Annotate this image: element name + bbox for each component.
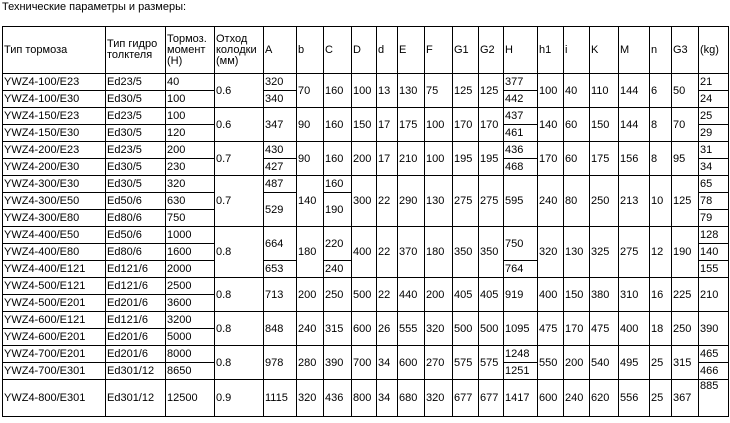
cell-m: 144 — [619, 108, 650, 142]
cell-shoe-retreat: 0.7 — [215, 142, 264, 176]
cell-torque: 5000 — [166, 329, 215, 346]
cell-e: 290 — [398, 176, 425, 227]
cell-c: 240 — [324, 261, 352, 278]
cell-pusher: Ed30/5 — [106, 91, 166, 108]
header-cell: (kg) — [699, 27, 729, 74]
cell-shoe-retreat: 0.9 — [215, 380, 264, 417]
cell-torque: 230 — [166, 159, 215, 176]
cell-model: YWZ4-600/E201 — [3, 329, 106, 346]
table-row — [3, 380, 729, 417]
cell-g2: 275 — [479, 176, 504, 227]
cell-k: 475 — [590, 312, 619, 346]
cell-torque: 8650 — [166, 363, 215, 380]
cell-kg: 466 — [699, 363, 729, 380]
cell-kg: 210 — [699, 278, 729, 312]
table-row — [3, 176, 729, 193]
cell-c: 160 — [324, 108, 352, 142]
cell-f: 320 — [425, 312, 453, 346]
cell-kg: 29 — [699, 125, 729, 142]
cell-kg: 65 — [699, 176, 729, 193]
cell-d-lower: 13 — [377, 74, 398, 108]
cell-pusher: Ed23/5 — [106, 142, 166, 159]
cell-a: 529 — [264, 193, 297, 227]
cell-g3: 315 — [672, 346, 699, 380]
cell-d-upper: 700 — [352, 346, 377, 380]
cell-pusher: Ed80/6 — [106, 244, 166, 261]
cell-f: 100 — [425, 108, 453, 142]
cell-m: 556 — [619, 380, 650, 417]
cell-pusher: Ed30/5 — [106, 159, 166, 176]
cell-torque: 630 — [166, 193, 215, 210]
cell-a: 340 — [264, 91, 297, 108]
cell-h: 1251 — [504, 363, 538, 380]
spec-table — [2, 26, 729, 417]
cell-model: YWZ4-500/E121 — [3, 278, 106, 295]
cell-d-upper: 600 — [352, 312, 377, 346]
cell-torque: 3600 — [166, 295, 215, 312]
cell-b: 200 — [297, 278, 324, 312]
cell-kg: 465 — [699, 346, 729, 363]
cell-torque: 2000 — [166, 261, 215, 278]
cell-torque: 320 — [166, 176, 215, 193]
header-cell: G2 — [479, 27, 504, 74]
cell-pusher: Ed121/6 — [106, 278, 166, 295]
cell-a: 487 — [264, 176, 297, 193]
cell-h: 442 — [504, 91, 538, 108]
cell-shoe-retreat: 0.8 — [215, 227, 264, 278]
cell-i: 200 — [564, 346, 590, 380]
cell-n: 25 — [650, 380, 672, 417]
cell-pusher: Ed201/6 — [106, 295, 166, 312]
cell-i: 60 — [564, 108, 590, 142]
cell-c: 436 — [324, 380, 352, 417]
cell-pusher: Ed301/12 — [106, 380, 166, 417]
cell-k: 110 — [590, 74, 619, 108]
header-cell: A — [264, 27, 297, 74]
cell-k: 250 — [590, 176, 619, 227]
header-cell: D — [352, 27, 377, 74]
cell-kg: 390 — [699, 312, 729, 346]
cell-e: 130 — [398, 74, 425, 108]
cell-m: 144 — [619, 74, 650, 108]
cell-b: 320 — [297, 380, 324, 417]
cell-n: 12 — [650, 227, 672, 278]
table-row — [3, 108, 729, 125]
cell-i: 150 — [564, 278, 590, 312]
header-cell: b — [297, 27, 324, 74]
cell-pusher: Ed50/6 — [106, 193, 166, 210]
cell-b: 70 — [297, 74, 324, 108]
cell-model: YWZ4-400/E50 — [3, 227, 106, 244]
cell-d-upper: 150 — [352, 108, 377, 142]
cell-torque: 2500 — [166, 278, 215, 295]
table-row — [3, 74, 729, 91]
cell-h: 1417 — [504, 380, 538, 417]
cell-g3: 70 — [672, 108, 699, 142]
cell-n: 25 — [650, 346, 672, 380]
cell-f: 320 — [425, 380, 453, 417]
cell-c: 160 — [324, 142, 352, 176]
cell-g3: 125 — [672, 176, 699, 227]
cell-kg: 25 — [699, 108, 729, 125]
cell-k: 380 — [590, 278, 619, 312]
cell-kg: 155 — [699, 261, 729, 278]
cell-h1: 400 — [538, 278, 564, 312]
table-row — [3, 142, 729, 159]
header-cell: E — [398, 27, 425, 74]
cell-shoe-retreat: 0.8 — [215, 278, 264, 312]
cell-pusher: Ed201/6 — [106, 329, 166, 346]
cell-k: 540 — [590, 346, 619, 380]
cell-c: 390 — [324, 346, 352, 380]
cell-h: 595 — [504, 176, 538, 227]
cell-m: 310 — [619, 278, 650, 312]
cell-shoe-retreat: 0.6 — [215, 74, 264, 108]
cell-model: YWZ4-100/E23 — [3, 74, 106, 91]
cell-e: 555 — [398, 312, 425, 346]
cell-d-upper: 400 — [352, 227, 377, 278]
cell-h1: 140 — [538, 108, 564, 142]
cell-model: YWZ4-200/E23 — [3, 142, 106, 159]
cell-h1: 475 — [538, 312, 564, 346]
cell-pusher: Ed121/6 — [106, 261, 166, 278]
cell-b: 180 — [297, 227, 324, 278]
cell-kg: 21 — [699, 74, 729, 91]
cell-k: 620 — [590, 380, 619, 417]
cell-g3: 367 — [672, 380, 699, 417]
cell-shoe-retreat: 0.8 — [215, 312, 264, 346]
cell-h1: 170 — [538, 142, 564, 176]
cell-i: 80 — [564, 176, 590, 227]
cell-kg: 24 — [699, 91, 729, 108]
cell-b: 240 — [297, 312, 324, 346]
cell-h: 437 — [504, 108, 538, 125]
cell-model: YWZ4-700/E201 — [3, 346, 106, 363]
cell-e: 680 — [398, 380, 425, 417]
cell-c: 190 — [324, 193, 352, 227]
cell-pusher: Ed23/5 — [106, 108, 166, 125]
table-row — [3, 346, 729, 363]
table-row — [3, 312, 729, 329]
cell-c: 250 — [324, 278, 352, 312]
header-cell: Тип гидро толктеля — [106, 27, 166, 74]
cell-a: 320 — [264, 74, 297, 91]
cell-a: 1115 — [264, 380, 297, 417]
cell-d-lower: 22 — [377, 227, 398, 278]
header-cell: n — [650, 27, 672, 74]
cell-model: YWZ4-100/E30 — [3, 91, 106, 108]
cell-h: 377 — [504, 74, 538, 91]
cell-n: 8 — [650, 108, 672, 142]
cell-g1: 275 — [453, 176, 479, 227]
cell-kg: 885 — [699, 380, 729, 417]
cell-b: 90 — [297, 142, 324, 176]
cell-kg: 79 — [699, 210, 729, 227]
cell-e: 175 — [398, 108, 425, 142]
cell-d-lower: 26 — [377, 312, 398, 346]
header-cell: K — [590, 27, 619, 74]
cell-d-upper: 300 — [352, 176, 377, 227]
cell-n: 10 — [650, 176, 672, 227]
cell-model: YWZ4-150/E23 — [3, 108, 106, 125]
cell-f: 100 — [425, 142, 453, 176]
cell-h1: 240 — [538, 176, 564, 227]
cell-h: 1095 — [504, 312, 538, 346]
cell-pusher: Ed23/5 — [106, 74, 166, 91]
cell-torque: 8000 — [166, 346, 215, 363]
cell-model: YWZ4-600/E121 — [3, 312, 106, 329]
cell-h: 750 — [504, 227, 538, 261]
cell-m: 495 — [619, 346, 650, 380]
cell-kg: 31 — [699, 142, 729, 159]
cell-i: 60 — [564, 142, 590, 176]
cell-d-lower: 22 — [377, 278, 398, 312]
cell-g1: 575 — [453, 346, 479, 380]
cell-k: 175 — [590, 142, 619, 176]
cell-g1: 405 — [453, 278, 479, 312]
cell-pusher: Ed50/6 — [106, 227, 166, 244]
cell-i: 40 — [564, 74, 590, 108]
cell-a: 978 — [264, 346, 297, 380]
cell-d-lower: 22 — [377, 176, 398, 227]
cell-g1: 125 — [453, 74, 479, 108]
cell-d-lower: 34 — [377, 380, 398, 417]
cell-g1: 677 — [453, 380, 479, 417]
page-caption: Технические параметры и размеры: — [2, 1, 187, 13]
header-cell: G1 — [453, 27, 479, 74]
cell-pusher: Ed30/5 — [106, 176, 166, 193]
cell-d-lower: 17 — [377, 142, 398, 176]
cell-g1: 350 — [453, 227, 479, 278]
cell-c: 160 — [324, 74, 352, 108]
cell-model: YWZ4-200/E30 — [3, 159, 106, 176]
cell-torque: 12500 — [166, 380, 215, 417]
cell-shoe-retreat: 0.6 — [215, 108, 264, 142]
cell-torque: 3200 — [166, 312, 215, 329]
cell-g2: 125 — [479, 74, 504, 108]
cell-torque: 100 — [166, 91, 215, 108]
cell-f: 130 — [425, 176, 453, 227]
cell-g1: 170 — [453, 108, 479, 142]
cell-g3: 225 — [672, 278, 699, 312]
cell-torque: 200 — [166, 142, 215, 159]
cell-pusher: Ed121/6 — [106, 312, 166, 329]
cell-b: 140 — [297, 176, 324, 227]
header-cell: F — [425, 27, 453, 74]
table-row — [3, 227, 729, 244]
cell-h1: 100 — [538, 74, 564, 108]
cell-h: 919 — [504, 278, 538, 312]
cell-e: 370 — [398, 227, 425, 278]
cell-g2: 350 — [479, 227, 504, 278]
header-cell: M — [619, 27, 650, 74]
cell-h: 461 — [504, 125, 538, 142]
cell-h1: 600 — [538, 380, 564, 417]
cell-e: 600 — [398, 346, 425, 380]
cell-f: 200 — [425, 278, 453, 312]
cell-kg: 78 — [699, 193, 729, 210]
cell-g3: 50 — [672, 74, 699, 108]
cell-model: YWZ4-500/E201 — [3, 295, 106, 312]
cell-h1: 320 — [538, 227, 564, 278]
header-cell: d — [377, 27, 398, 74]
cell-model: YWZ4-800/E301 — [3, 380, 106, 417]
header-cell: C — [324, 27, 352, 74]
cell-a: 430 — [264, 142, 297, 159]
cell-h: 468 — [504, 159, 538, 176]
cell-d-lower: 34 — [377, 346, 398, 380]
table-row — [3, 278, 729, 295]
cell-i: 170 — [564, 312, 590, 346]
cell-h: 436 — [504, 142, 538, 159]
cell-k: 150 — [590, 108, 619, 142]
header-cell: Отход колодки (мм) — [215, 27, 264, 74]
header-cell: h1 — [538, 27, 564, 74]
cell-c: 315 — [324, 312, 352, 346]
cell-h1: 550 — [538, 346, 564, 380]
cell-torque: 100 — [166, 108, 215, 125]
cell-model: YWZ4-300/E30 — [3, 176, 106, 193]
cell-pusher: Ed301/12 — [106, 363, 166, 380]
cell-shoe-retreat: 0.8 — [215, 346, 264, 380]
header-cell: H — [504, 27, 538, 74]
cell-d-upper: 500 — [352, 278, 377, 312]
cell-model: YWZ4-300/E50 — [3, 193, 106, 210]
cell-c: 220 — [324, 227, 352, 261]
cell-g2: 195 — [479, 142, 504, 176]
cell-d-upper: 200 — [352, 142, 377, 176]
cell-f: 75 — [425, 74, 453, 108]
cell-h: 764 — [504, 261, 538, 278]
cell-g2: 500 — [479, 312, 504, 346]
cell-g1: 500 — [453, 312, 479, 346]
cell-g2: 677 — [479, 380, 504, 417]
cell-a: 664 — [264, 227, 297, 261]
cell-kg: 128 — [699, 227, 729, 244]
cell-i: 240 — [564, 380, 590, 417]
cell-e: 210 — [398, 142, 425, 176]
cell-e: 440 — [398, 278, 425, 312]
cell-m: 400 — [619, 312, 650, 346]
cell-f: 180 — [425, 227, 453, 278]
cell-g2: 405 — [479, 278, 504, 312]
header-cell: i — [564, 27, 590, 74]
cell-a: 427 — [264, 159, 297, 176]
cell-torque: 1000 — [166, 227, 215, 244]
cell-pusher: Ed201/6 — [106, 346, 166, 363]
cell-a: 653 — [264, 261, 297, 278]
cell-m: 156 — [619, 142, 650, 176]
cell-h: 1248 — [504, 346, 538, 363]
cell-g2: 170 — [479, 108, 504, 142]
cell-d-lower: 17 — [377, 108, 398, 142]
header-cell: Тормоз. момент (Н) — [166, 27, 215, 74]
cell-a: 848 — [264, 312, 297, 346]
cell-n: 6 — [650, 74, 672, 108]
cell-model: YWZ4-400/E80 — [3, 244, 106, 261]
cell-model: YWZ4-400/E121 — [3, 261, 106, 278]
cell-m: 213 — [619, 176, 650, 227]
cell-b: 280 — [297, 346, 324, 380]
cell-n: 18 — [650, 312, 672, 346]
cell-f: 270 — [425, 346, 453, 380]
cell-torque: 120 — [166, 125, 215, 142]
cell-m: 275 — [619, 227, 650, 278]
cell-model: YWZ4-150/E30 — [3, 125, 106, 142]
cell-model: YWZ4-300/E80 — [3, 210, 106, 227]
cell-kg: 34 — [699, 159, 729, 176]
header-cell: Тип тормоза — [3, 27, 106, 74]
cell-kg: 140 — [699, 244, 729, 261]
header-cell: G3 — [672, 27, 699, 74]
cell-a: 347 — [264, 108, 297, 142]
cell-g3: 95 — [672, 142, 699, 176]
cell-b: 90 — [297, 108, 324, 142]
cell-i: 130 — [564, 227, 590, 278]
cell-shoe-retreat: 0.7 — [215, 176, 264, 227]
cell-d-upper: 100 — [352, 74, 377, 108]
cell-torque: 1600 — [166, 244, 215, 261]
cell-a: 713 — [264, 278, 297, 312]
cell-torque: 750 — [166, 210, 215, 227]
cell-pusher: Ed30/5 — [106, 125, 166, 142]
cell-g2: 575 — [479, 346, 504, 380]
cell-torque: 40 — [166, 74, 215, 91]
cell-g1: 195 — [453, 142, 479, 176]
table-header-row — [3, 27, 729, 74]
cell-g3: 190 — [672, 227, 699, 278]
cell-g3: 250 — [672, 312, 699, 346]
cell-k: 325 — [590, 227, 619, 278]
cell-model: YWZ4-700/E301 — [3, 363, 106, 380]
cell-pusher: Ed80/6 — [106, 210, 166, 227]
cell-n: 8 — [650, 142, 672, 176]
cell-n: 16 — [650, 278, 672, 312]
cell-d-upper: 800 — [352, 380, 377, 417]
cell-c: 160 — [324, 176, 352, 193]
